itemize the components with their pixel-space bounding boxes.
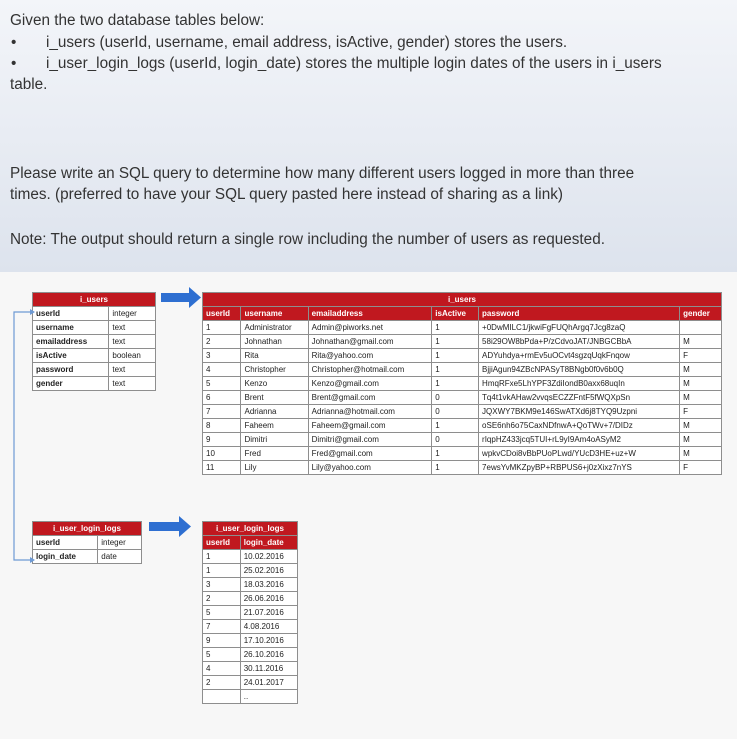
table-cell: 1 — [432, 419, 479, 433]
schema-field: gender — [33, 377, 109, 391]
table-cell: 30.11.2016 — [240, 662, 297, 676]
table-row — [203, 550, 298, 564]
schema-field: login_date — [33, 550, 98, 564]
schema-logs-title: i_user_login_logs — [33, 522, 142, 536]
table-cell: 9 — [203, 433, 241, 447]
table-cell: 18.03.2016 — [240, 578, 297, 592]
question-text-area — [0, 0, 737, 272]
table-row — [203, 676, 298, 690]
table-cell: 3 — [203, 349, 241, 363]
table-cell: Rita@yahoo.com — [308, 349, 432, 363]
question-line-2: times. (preferred to have your SQL query pasted here instead of sharing as a link) — [10, 186, 563, 203]
bullet-tail-text: table. — [10, 76, 48, 93]
table-cell: 24.01.2017 — [240, 676, 297, 690]
table-cell: JQXWY7BKM9e146SwATXd6j8TYQ9Uzpni — [479, 405, 680, 419]
table-cell — [203, 690, 241, 704]
table-cell: 2 — [203, 676, 241, 690]
table-cell: Fred@gmail.com — [308, 447, 432, 461]
table-cell: Johnathan@gmail.com — [308, 335, 432, 349]
table-cell: 11 — [203, 461, 241, 475]
table-cell: 2 — [203, 335, 241, 349]
table-row — [203, 564, 298, 578]
logs-table-body — [203, 550, 298, 704]
table-cell: Brent@gmail.com — [308, 391, 432, 405]
table-cell: +0DwMILC1/jkwiFgFUQhArgq7Jcg8zaQ — [479, 321, 680, 335]
table-row — [203, 433, 722, 447]
column-header: isActive — [432, 307, 479, 321]
table-cell: 10 — [203, 447, 241, 461]
table-cell: Faheem@gmail.com — [308, 419, 432, 433]
bullet-logs: • i_user_login_logs (userId, login_date) stores the multiple login dates of the users in i_users — [11, 55, 662, 72]
arrow-right-icon — [149, 516, 191, 537]
bullet-icon: • — [11, 55, 17, 72]
table-row — [203, 335, 722, 349]
table-row — [203, 592, 298, 606]
table-cell: HmqRFxe5LhYPF3ZdiIondB0axx68uqIn — [479, 377, 680, 391]
table-cell: 0 — [432, 433, 479, 447]
column-header: login_date — [240, 536, 297, 550]
table-cell: 58i29OW8bPda+P/zCdvoJAT/JNBGCBbA — [479, 335, 680, 349]
table-row — [203, 662, 298, 676]
table-cell: 9 — [203, 634, 241, 648]
table-cell: 3 — [203, 578, 241, 592]
table-row — [203, 606, 298, 620]
table-cell: Dimitri — [241, 433, 308, 447]
table-row — [203, 648, 298, 662]
table-cell: 2 — [203, 592, 241, 606]
table-cell: M — [680, 419, 722, 433]
logs-data-table — [202, 521, 298, 704]
table-cell: 17.10.2016 — [240, 634, 297, 648]
table-cell: Faheem — [241, 419, 308, 433]
table-cell: 1 — [432, 335, 479, 349]
table-cell: 1 — [432, 363, 479, 377]
table-cell: M — [680, 447, 722, 461]
table-cell: M — [680, 433, 722, 447]
table-cell: Adrianna@hotmail.com — [308, 405, 432, 419]
table-row — [203, 321, 722, 335]
table-cell: 8 — [203, 419, 241, 433]
table-cell: Rita — [241, 349, 308, 363]
table-cell: Kenzo — [241, 377, 308, 391]
table-cell: Administrator — [241, 321, 308, 335]
intro-text: Given the two database tables below: — [10, 12, 265, 29]
table-cell: 1 — [203, 564, 241, 578]
table-cell: rIqpHZ433jcq5TUI+rL9yI9Am4oASyM2 — [479, 433, 680, 447]
schema-type: date — [98, 550, 142, 564]
table-cell: Christopher — [241, 363, 308, 377]
table-cell: ADYuhdya+rmEv5uOCvt4sgzqUqkFnqow — [479, 349, 680, 363]
table-cell: Brent — [241, 391, 308, 405]
table-cell: Christopher@hotmail.com — [308, 363, 432, 377]
users-table-body — [203, 321, 722, 475]
column-header: userId — [203, 536, 241, 550]
table-cell: 0 — [432, 405, 479, 419]
table-cell: 5 — [203, 648, 241, 662]
table-cell: 4 — [203, 662, 241, 676]
table-cell: M — [680, 391, 722, 405]
schema-field: isActive — [33, 349, 109, 363]
table-cell: 7 — [203, 405, 241, 419]
table-cell: 5 — [203, 377, 241, 391]
table-cell: BjjiAgun94ZBcNPASyT8BNgb0f0v6b0Q — [479, 363, 680, 377]
column-header: gender — [680, 307, 722, 321]
table-cell: Lily@yahoo.com — [308, 461, 432, 475]
table-cell: Johnathan — [241, 335, 308, 349]
bullet-users: • i_users (userId, username, email address, isActive, gender) stores the users. — [11, 34, 568, 51]
table-cell: 7ewsYvMKZpyBP+RBPUS6+j0zXixz7nYS — [479, 461, 680, 475]
note-text: Note: The output should return a single row including the number of users as requested. — [10, 231, 605, 248]
table-cell: 1 — [432, 447, 479, 461]
table-row — [203, 363, 722, 377]
table-row — [203, 391, 722, 405]
table-cell: oSE6nh6o75CaxNDfnwA+QoTWv+7/DIDz — [479, 419, 680, 433]
table-cell: 1 — [203, 550, 241, 564]
schema-field: userId — [33, 536, 98, 550]
database-tables-figure — [0, 272, 737, 739]
table-cell: 4 — [203, 363, 241, 377]
table-cell: F — [680, 349, 722, 363]
table-cell: Fred — [241, 447, 308, 461]
table-cell: M — [680, 335, 722, 349]
table-description-list — [0, 32, 662, 74]
schema-type: text — [109, 363, 156, 377]
table-cell: F — [680, 405, 722, 419]
table-row — [203, 447, 722, 461]
table-cell: Adrianna — [241, 405, 308, 419]
table-row — [203, 349, 722, 363]
users-table-title: i_users — [203, 293, 722, 307]
table-row — [203, 620, 298, 634]
table-cell: Lily — [241, 461, 308, 475]
schema-field: username — [33, 321, 109, 335]
question-line-1: Please write an SQL query to determine how many different users logged in more than three — [10, 165, 635, 182]
column-header: password — [479, 307, 680, 321]
table-cell: 7 — [203, 620, 241, 634]
logs-table-title: i_user_login_logs — [203, 522, 298, 536]
table-cell: 4.08.2016 — [240, 620, 297, 634]
table-cell: Kenzo@gmail.com — [308, 377, 432, 391]
bullet-icon: • — [11, 34, 17, 51]
schema-field: emailaddress — [33, 335, 109, 349]
table-cell: 1 — [203, 321, 241, 335]
table-cell: 1 — [432, 349, 479, 363]
table-cell: wpkvCDoi8vBbPUoPLwd/YUcD3HE+uz+W — [479, 447, 680, 461]
table-row — [203, 405, 722, 419]
schema-type: integer — [109, 307, 156, 321]
arrow-right-icon — [161, 287, 201, 308]
table-cell — [680, 321, 722, 335]
table-cell: Admin@piworks.net — [308, 321, 432, 335]
table-cell: 26.10.2016 — [240, 648, 297, 662]
table-cell: 1 — [432, 461, 479, 475]
schema-users-title: i_users — [33, 293, 156, 307]
table-row — [203, 690, 298, 704]
table-cell: 26.06.2016 — [240, 592, 297, 606]
table-cell: 10.02.2016 — [240, 550, 297, 564]
table-cell: M — [680, 377, 722, 391]
table-cell: Dimitri@gmail.com — [308, 433, 432, 447]
column-header: username — [241, 307, 308, 321]
table-row — [203, 578, 298, 592]
table-cell: 1 — [432, 377, 479, 391]
table-row — [203, 419, 722, 433]
table-cell: 25.02.2016 — [240, 564, 297, 578]
schema-type: integer — [98, 536, 142, 550]
table-row — [203, 461, 722, 475]
schema-field: password — [33, 363, 109, 377]
table-cell: M — [680, 363, 722, 377]
column-header: userId — [203, 307, 241, 321]
table-cell: 1 — [432, 321, 479, 335]
table-cell: 6 — [203, 391, 241, 405]
table-cell: 0 — [432, 391, 479, 405]
table-cell: F — [680, 461, 722, 475]
table-row — [203, 634, 298, 648]
schema-field: userId — [33, 307, 109, 321]
table-cell: 5 — [203, 606, 241, 620]
connector-arrowhead-icon — [30, 309, 35, 315]
schema-type: text — [109, 377, 156, 391]
schema-type: text — [109, 321, 156, 335]
schema-type: boolean — [109, 349, 156, 363]
schema-connector-line — [14, 312, 32, 560]
table-cell: 21.07.2016 — [240, 606, 297, 620]
users-data-table — [202, 292, 722, 475]
schema-type: text — [109, 335, 156, 349]
table-row — [203, 377, 722, 391]
table-cell: Tq4t1vkAHaw2vvqsECZZFntF5fWQXpSn — [479, 391, 680, 405]
column-header: emailaddress — [308, 307, 432, 321]
connector-arrowhead-icon — [30, 557, 35, 563]
table-cell: .. — [240, 690, 297, 704]
